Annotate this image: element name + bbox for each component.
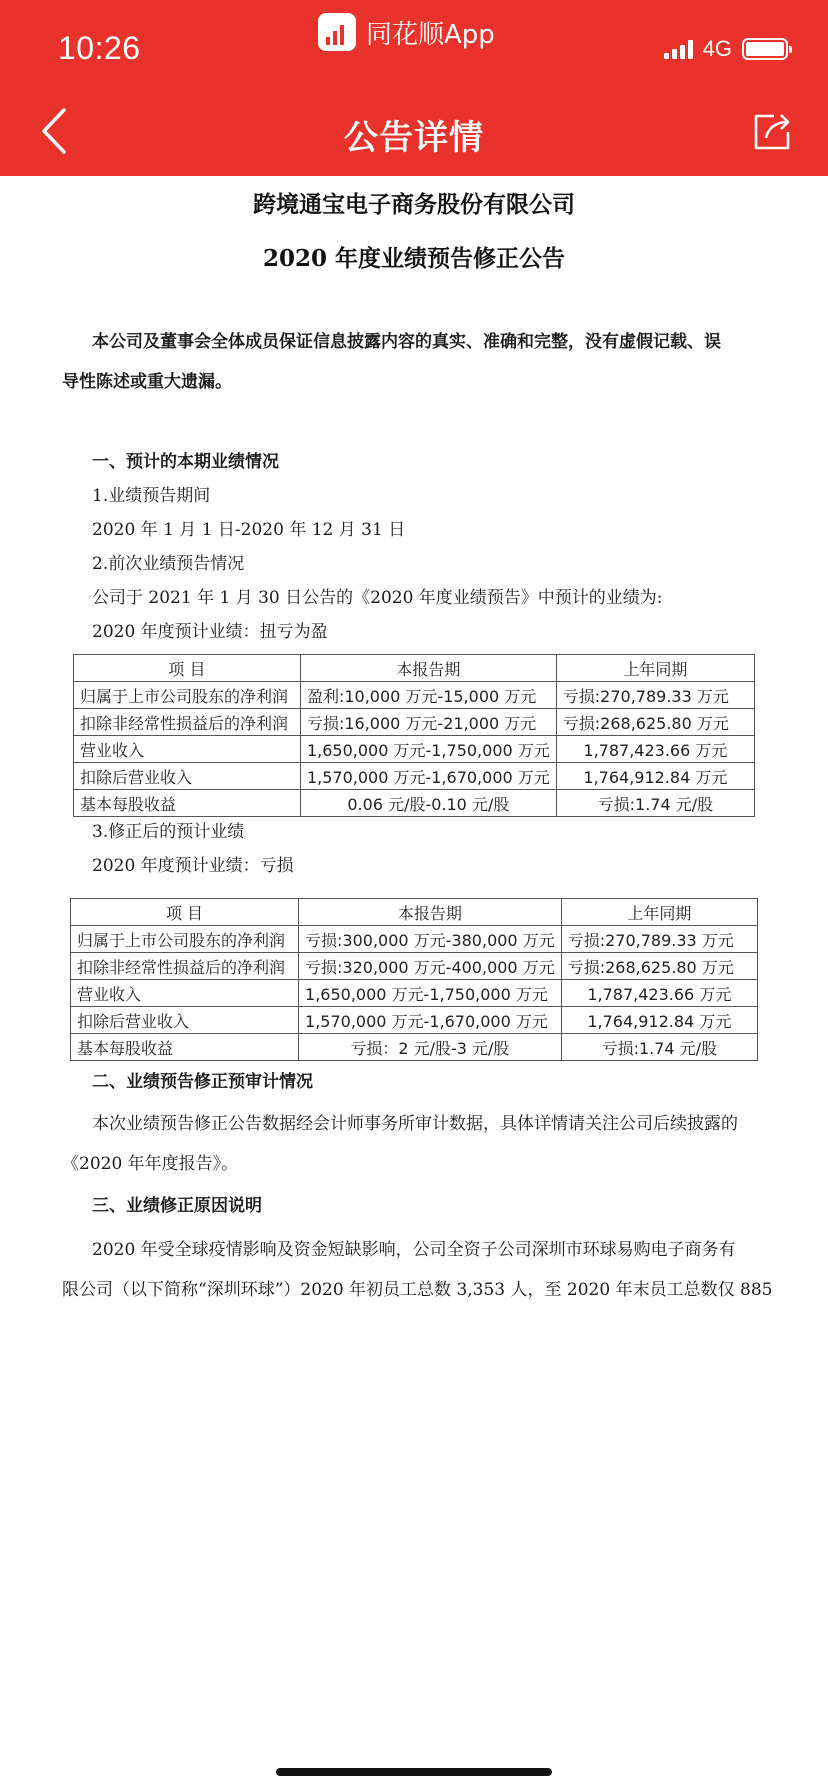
intro-line-2: 导性陈述或重大遗漏。 xyxy=(62,372,232,392)
s1-prev-type: 2020 年度预计业绩：扭亏为盈 xyxy=(92,622,328,642)
table-cell: 营业收入 xyxy=(74,736,301,763)
table-cell: 1,764,912.84 万元 xyxy=(556,763,754,790)
table-cell: 亏损:300,000 万元-380,000 万元 xyxy=(299,926,562,953)
table-row xyxy=(71,1007,758,1034)
table-cell: 1,570,000 万元-1,670,000 万元 xyxy=(299,1007,562,1034)
revised-forecast-table xyxy=(70,898,758,1061)
table-cell: 0.06 元/股-0.10 元/股 xyxy=(300,790,556,817)
table-header-row xyxy=(74,655,755,682)
table-header: 项 目 xyxy=(71,899,299,926)
previous-forecast-table xyxy=(73,654,755,817)
table-row xyxy=(74,682,755,709)
company-name: 跨境通宝电子商务股份有限公司 xyxy=(253,191,575,218)
table-row xyxy=(74,763,755,790)
table-cell: 1,650,000 万元-1,750,000 万元 xyxy=(300,736,556,763)
status-indicators xyxy=(664,36,788,62)
table-header: 上年同期 xyxy=(561,899,757,926)
table-cell: 亏损:16,000 万元-21,000 万元 xyxy=(300,709,556,736)
table-row xyxy=(74,790,755,817)
s1-new-type: 2020 年度预计业绩：亏损 xyxy=(92,856,294,876)
home-indicator[interactable] xyxy=(276,1768,552,1776)
intro-line-1: 本公司及董事会全体成员保证信息披露内容的真实、准确和完整，没有虚假记载、误 xyxy=(92,332,721,352)
table-row xyxy=(74,736,755,763)
table-cell: 基本每股收益 xyxy=(74,790,301,817)
signal-icon xyxy=(664,39,693,59)
s3-line-2: 限公司（以下简称“深圳环球”）2020 年初员工总数 3,353 人，至 2020 年末员工总数仅 885 xyxy=(62,1280,773,1300)
s1-period: 2020 年 1 月 1 日-2020 年 12 月 31 日 xyxy=(92,520,406,540)
table-cell: 基本每股收益 xyxy=(71,1034,299,1061)
table-cell: 1,787,423.66 万元 xyxy=(561,980,757,1007)
page-title: 公告详情 xyxy=(344,118,484,158)
s1-item-3: 3.修正后的预计业绩 xyxy=(92,822,245,842)
s1-item-1: 1.业绩预告期间 xyxy=(92,486,211,506)
table-header: 上年同期 xyxy=(556,655,754,682)
table-row xyxy=(74,709,755,736)
table-cell: 1,787,423.66 万元 xyxy=(556,736,754,763)
top-bar xyxy=(0,0,828,176)
network-label: 4G xyxy=(702,36,732,61)
s1-item-2: 2.前次业绩预告情况 xyxy=(92,554,245,574)
table-row xyxy=(71,1034,758,1061)
app-logo-icon xyxy=(318,13,356,51)
table-cell: 亏损:270,789.33 万元 xyxy=(561,926,757,953)
status-time: 10:26 xyxy=(58,30,141,66)
table-cell: 扣除后营业收入 xyxy=(71,1007,299,1034)
s1-prev-desc: 公司于 2021 年 1 月 30 日公告的《2020 年度业绩预告》中预计的业绩为: xyxy=(92,588,663,608)
section-3-heading: 三、业绩修正原因说明 xyxy=(92,1196,262,1216)
s2-line-1: 本次业绩预告修正公告数据经会计师事务所审计数据，具体详情请关注公司后续披露的 xyxy=(92,1114,738,1134)
table-cell: 亏损:1.74 元/股 xyxy=(561,1034,757,1061)
share-icon xyxy=(750,110,794,154)
s2-line-2: 《2020 年年度报告》。 xyxy=(62,1154,239,1174)
table-cell: 亏损:270,789.33 万元 xyxy=(556,682,754,709)
s3-line-1: 2020 年受全球疫情影响及资金短缺影响，公司全资子公司深圳市环球易购电子商务有 xyxy=(92,1240,736,1260)
table-cell: 亏损:1.74 元/股 xyxy=(556,790,754,817)
table-cell: 扣除非经常性损益后的净利润 xyxy=(71,953,299,980)
table-cell: 1,570,000 万元-1,670,000 万元 xyxy=(300,763,556,790)
table-row xyxy=(71,980,758,1007)
table-header: 本报告期 xyxy=(300,655,556,682)
table-row xyxy=(71,926,758,953)
table-header: 项 目 xyxy=(74,655,301,682)
table-cell: 扣除非经常性损益后的净利润 xyxy=(74,709,301,736)
share-button[interactable] xyxy=(750,110,794,154)
table-cell: 营业收入 xyxy=(71,980,299,1007)
table-cell: 扣除后营业收入 xyxy=(74,763,301,790)
battery-icon xyxy=(742,38,788,60)
table-cell: 归属于上市公司股东的净利润 xyxy=(74,682,301,709)
section-2-heading: 二、业绩预告修正预审计情况 xyxy=(92,1072,313,1092)
table-cell: 1,650,000 万元-1,750,000 万元 xyxy=(299,980,562,1007)
table-cell: 亏损:320,000 万元-400,000 万元 xyxy=(299,953,562,980)
table-header: 本报告期 xyxy=(299,899,562,926)
table-header-row xyxy=(71,899,758,926)
table-cell: 亏损:268,625.80 万元 xyxy=(556,709,754,736)
announcement-title: 2020 年度业绩预告修正公告 xyxy=(262,245,566,272)
table-cell: 亏损:268,625.80 万元 xyxy=(561,953,757,980)
app-name: 同花顺App xyxy=(366,19,495,50)
table-row xyxy=(71,953,758,980)
section-1-heading: 一、预计的本期业绩情况 xyxy=(92,452,279,472)
table-cell: 盈利:10,000 万元-15,000 万元 xyxy=(300,682,556,709)
app-badge xyxy=(318,12,495,52)
table-cell: 归属于上市公司股东的净利润 xyxy=(71,926,299,953)
table-cell: 亏损：2 元/股-3 元/股 xyxy=(299,1034,562,1061)
table-cell: 1,764,912.84 万元 xyxy=(561,1007,757,1034)
